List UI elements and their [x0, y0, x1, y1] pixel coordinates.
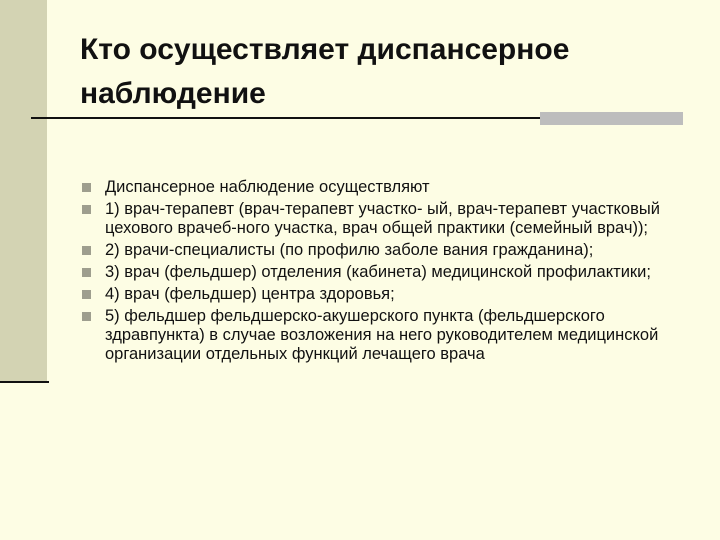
title-divider-accent	[540, 112, 683, 125]
bullet-text: 1) врач-терапевт (врач-терапевт участко- ый, врач-терапевт участковый цехового врачеб-ного участка, врач общей практики (семейный врач));	[105, 200, 660, 237]
bullet-item	[82, 307, 692, 364]
bullet-item	[82, 200, 692, 238]
bullet-text: 4) врач (фельдшер) центра здоровья;	[105, 285, 395, 303]
square-bullet-icon	[82, 290, 91, 299]
bullet-text: 3) врач (фельдшер) отделения (кабинета) медицинской профилактики;	[105, 263, 651, 281]
left-band-underline	[0, 381, 49, 383]
bullet-text: 2) врачи-специалисты (по профилю заболе вания гражданина);	[105, 241, 594, 259]
square-bullet-icon	[82, 183, 91, 192]
bullet-item	[82, 178, 692, 197]
square-bullet-icon	[82, 246, 91, 255]
left-decorative-band	[0, 0, 47, 381]
bullet-text: 5) фельдшер фельдшерско-акушерского пункта (фельдшерского здравпункта) в случае возложения на него руководителем медицинской организации отдельных функций лечащего врача	[105, 307, 659, 363]
slide-title: Кто осуществляет диспансерное наблюдение	[80, 33, 570, 110]
bullet-item	[82, 241, 692, 260]
bullet-item	[82, 285, 692, 304]
square-bullet-icon	[82, 205, 91, 214]
bullet-text: Диспансерное наблюдение осуществляют	[105, 178, 430, 196]
bullet-list	[82, 178, 692, 367]
square-bullet-icon	[82, 268, 91, 277]
square-bullet-icon	[82, 312, 91, 321]
bullet-item	[82, 263, 692, 282]
